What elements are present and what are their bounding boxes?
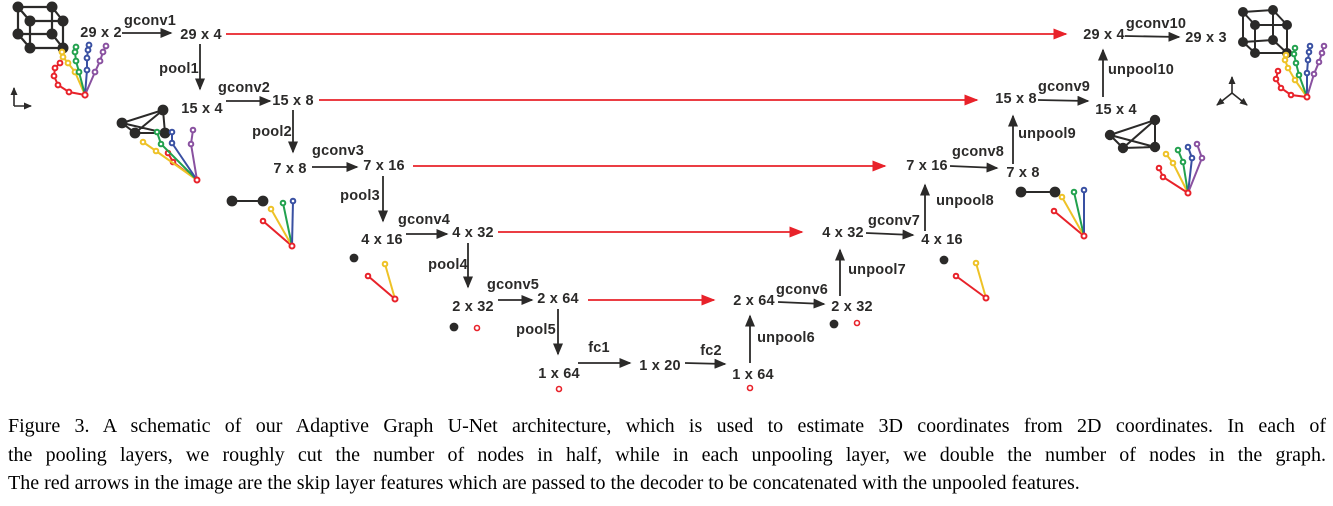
dim-label-enc-7x8: 7 x 8 [273,160,307,177]
op-label-gconv10: gconv10 [1125,15,1187,32]
op-label-pool1: pool1 [159,60,199,77]
op-label-fc2: fc2 [700,342,722,359]
dim-label-mid-1x20: 1 x 20 [639,357,681,374]
op-label-unpool6: unpool6 [757,329,815,346]
op-label-pool2: pool2 [252,123,292,140]
graph-4-decoder-icon [940,256,989,301]
xyz-axis-icon [1217,77,1247,105]
dim-label-dec-4x16: 4 x 16 [921,231,963,248]
op-label-gconv3: gconv3 [312,142,364,159]
hand-skeleton-input-icon [52,43,109,98]
hand-15-encoder-icon [141,128,200,183]
graph-2-decoder-icon [830,320,860,329]
figure-caption [8,412,1326,498]
dim-label-enc-4x32: 4 x 32 [452,224,494,241]
caption-line-3: The red arrows in the image are the skip layer features which are passed to the decoder to be concatenated with the unpooled features. [8,472,1080,494]
encoder-arrows [122,33,725,364]
caption-line-2: the pooling layers, we roughly cut the number of nodes in half, while in each unpooling layer, we double the number of nodes in the graph. [8,443,1326,466]
gconv10-arrow [1125,36,1179,37]
dim-label-enc-2x64: 2 x 64 [537,290,579,307]
gconv8-arrow [950,166,997,168]
dim-label-output-29x3: 29 x 3 [1185,29,1227,46]
op-label-gconv2: gconv2 [218,79,270,96]
op-label-unpool7: unpool7 [848,261,906,278]
dim-label-enc-15x8: 15 x 8 [272,92,314,109]
op-label-pool4: pool4 [428,256,468,273]
unpool-arrows [750,50,1103,363]
dim-label-dec-15x8: 15 x 8 [995,90,1037,107]
dim-label-enc-29x4: 29 x 4 [180,26,222,43]
xy-axis-icon [14,88,31,106]
dim-label-dec-7x8: 7 x 8 [1006,164,1040,181]
dim-label-input-29x2: 29 x 2 [80,24,122,41]
fc2-arrow [685,363,725,364]
dim-label-dec-2x64: 2 x 64 [733,292,775,309]
gconv6-arrow [778,302,824,304]
dim-label-dec-4x32: 4 x 32 [822,224,864,241]
op-label-pool5: pool5 [516,321,556,338]
op-label-gconv4: gconv4 [398,211,450,228]
cube-graph-output-icon [1239,6,1291,57]
dim-label-dec-15x4: 15 x 4 [1095,101,1137,118]
hand-7-encoder-icon [261,199,296,249]
op-label-gconv1: gconv1 [124,12,176,29]
hand-15-decoder-icon [1157,142,1205,196]
op-label-gconv7: gconv7 [868,212,920,229]
graph-7-encoder-icon [228,197,268,206]
graph-2-encoder-icon [450,323,480,332]
op-label-gconv9: gconv9 [1038,78,1090,95]
node-1-encoder-icon [557,387,562,392]
op-label-unpool9: unpool9 [1018,125,1076,142]
dim-label-dec-7x16: 7 x 16 [906,157,948,174]
op-label-pool3: pool3 [340,187,380,204]
dim-label-enc-15x4: 15 x 4 [181,100,223,117]
op-label-unpool8: unpool8 [936,192,994,209]
node-1-decoder-icon [748,386,753,391]
caption-line-1: Figure 3. A schematic of our Adaptive Graph U-Net architecture, which is used to estimate 3D coordinates from 2D coordinates. In each of [8,415,1326,437]
graph-7-decoder-icon [1017,188,1060,197]
op-label-gconv5: gconv5 [487,276,539,293]
graph-15-decoder-icon [1106,116,1159,152]
op-label-fc1: fc1 [588,339,610,356]
graph-15-encoder-icon [118,106,170,138]
op-label-gconv8: gconv8 [952,143,1004,160]
gconv7-arrow [866,233,913,235]
dim-label-enc-2x32: 2 x 32 [452,298,494,315]
graph-4-encoder-icon [350,254,398,302]
dim-label-enc-4x16: 4 x 16 [361,231,403,248]
dim-label-dec-2x32: 2 x 32 [831,298,873,315]
gconv9-arrow [1038,100,1088,101]
op-label-gconv6: gconv6 [776,281,828,298]
dim-label-enc-1x64: 1 x 64 [538,365,580,382]
dim-label-enc-7x16: 7 x 16 [363,157,405,174]
op-label-unpool10: unpool10 [1107,61,1175,78]
dim-label-dec-29x4: 29 x 4 [1083,26,1125,43]
cube-graph-input-icon [14,3,68,53]
dim-label-dec-1x64: 1 x 64 [732,366,774,383]
